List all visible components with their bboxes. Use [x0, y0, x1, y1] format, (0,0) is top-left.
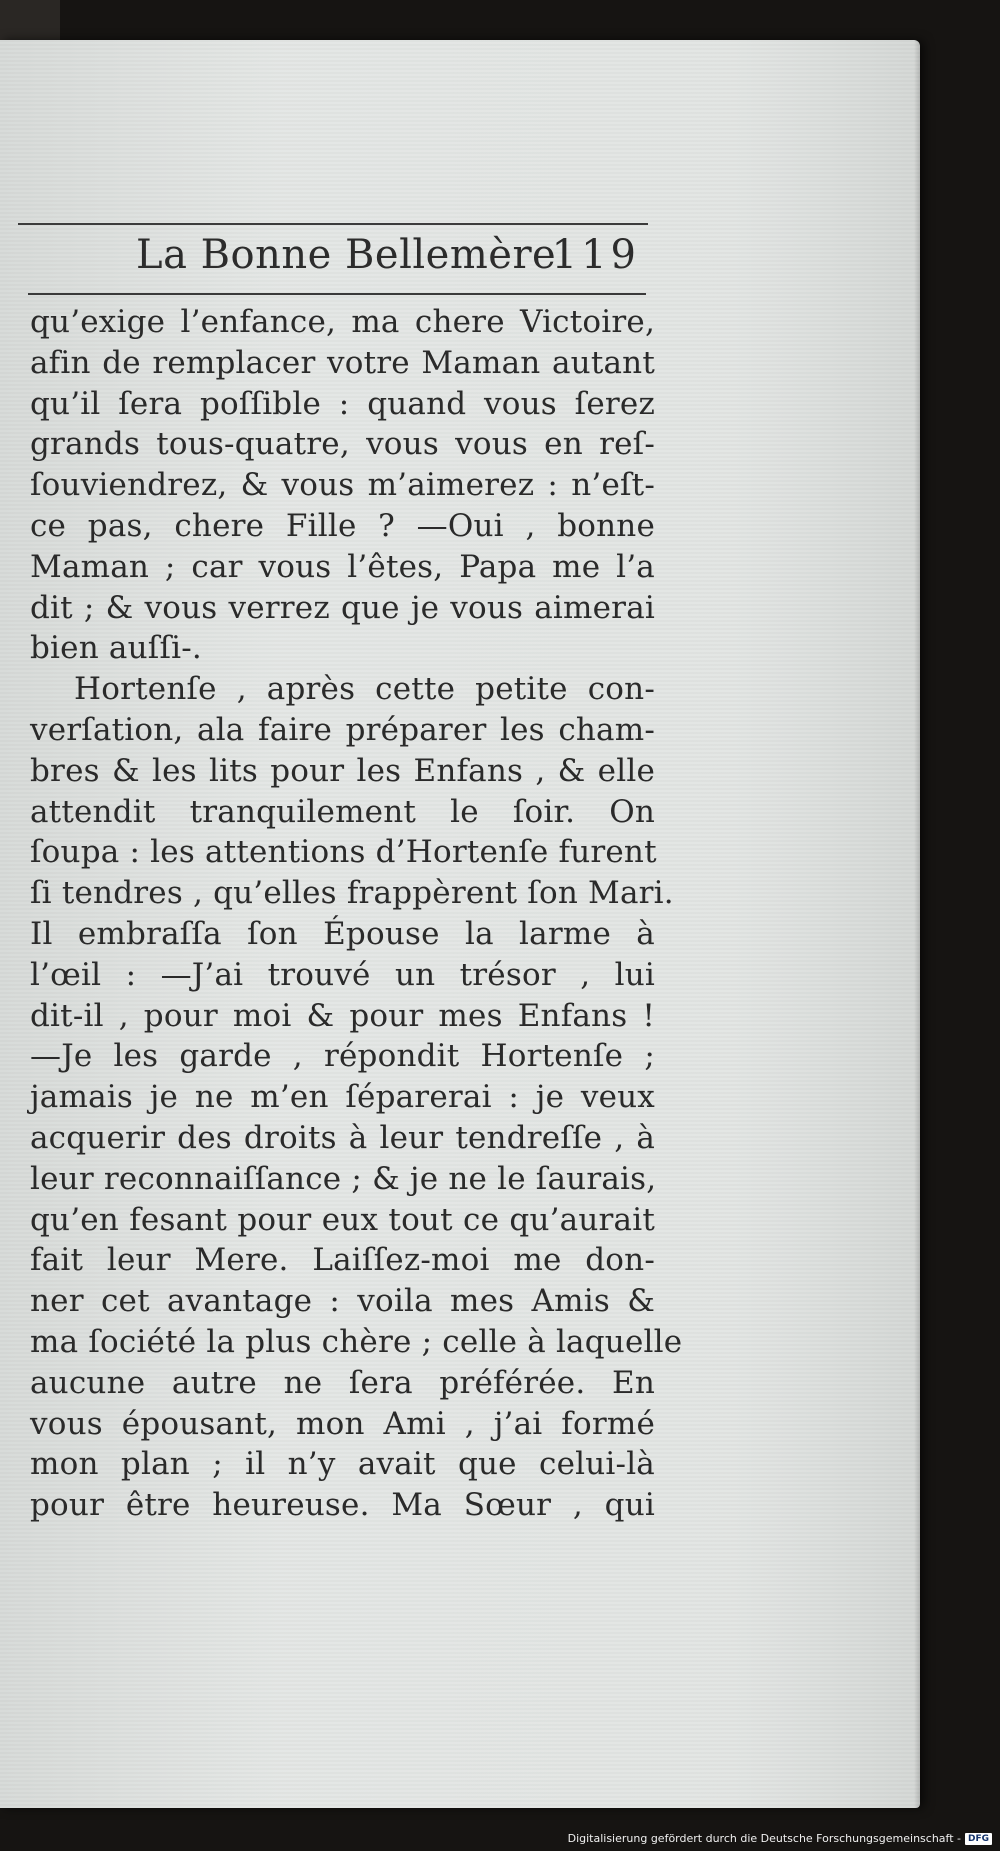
text-line: aucune autre ne ſera préférée. En [30, 1364, 655, 1401]
text-line: —Je les garde , répondit Hortenſe ; [30, 1038, 655, 1075]
text-line: ma ſociété la plus chère ; celle à laquelle [30, 1323, 683, 1360]
text-line: afin de remplacer votre Maman autant [30, 344, 655, 381]
text-line: vous épousant, mon Ami , j’ai formé [30, 1405, 655, 1442]
text-line: grands tous-quatre, vous vous en reſ- [30, 426, 655, 463]
text-line: fait leur Mere. Laiſſez-moi me don- [30, 1242, 655, 1279]
running-title: La Bonne Bellemère [136, 232, 557, 278]
text-line: acquerir des droits à leur tendreſſe , à [30, 1119, 655, 1156]
text-line: dit ; & vous verrez que je vous aimerai [30, 589, 655, 626]
scan-background-corner [0, 0, 60, 40]
text-line: bres & les lits pour les Enfans , & elle [30, 752, 655, 789]
digitization-credit [568, 1832, 992, 1845]
text-line: Hortenſe , après cette petite con- [74, 671, 655, 708]
text-line: qu’il ſera poſſible : quand vous ſerez [30, 385, 655, 422]
text-line: mon plan ; il n’y avait que celui-là [30, 1446, 655, 1483]
text-line: verſation, ala faire préparer les cham- [30, 711, 655, 748]
page-number: 119 [551, 232, 640, 278]
header-rule-top [18, 223, 648, 225]
book-page [0, 40, 920, 1808]
text-line: l’œil : —J’ai trouvé un trésor , lui [30, 956, 655, 993]
text-line: qu’en fesant pour eux tout ce qu’aurait [30, 1201, 655, 1238]
dfg-logo-icon: DFG [965, 1833, 992, 1845]
running-header [136, 228, 646, 288]
text-line: ner cet avantage : voila mes Amis & [30, 1283, 655, 1320]
text-line: leur reconnaiſſance ; & je ne le ſaurais, [30, 1160, 657, 1197]
header-rule-bottom [28, 293, 646, 295]
text-line: ce pas, chere Fille ? —Oui , bonne [30, 507, 655, 544]
text-line: Il embraſſa ſon Épouse la larme à [30, 915, 655, 952]
text-line: ſouviendrez, & vous m’aimerez : n’eſt- [30, 467, 655, 504]
text-line: attendit tranquilement le ſoir. On [30, 793, 655, 830]
text-line: ſoupa : les attentions d’Hortenſe furent [30, 834, 657, 871]
text-line: ſi tendres , qu’elles frappèrent ſon Mari. [30, 875, 674, 912]
text-line: jamais je ne m’en ſéparerai : je veux [30, 1079, 655, 1116]
credit-text: Digitalisierung gefördert durch die Deutsche Forschungsgemeinschaft - [567, 1832, 961, 1845]
page-edge-shadow [914, 40, 920, 1808]
text-line: Maman ; car vous l’êtes, Papa me l’a [30, 548, 655, 585]
body-text [30, 302, 683, 1526]
text-line: pour être heureuse. Ma Sœur , qui [30, 1487, 655, 1524]
text-line: bien auſſi-. [30, 630, 202, 667]
text-line: dit-il , pour moi & pour mes Enfans ! [30, 997, 655, 1034]
text-line: qu’exige l’enfance, ma chere Victoire, [30, 304, 655, 340]
